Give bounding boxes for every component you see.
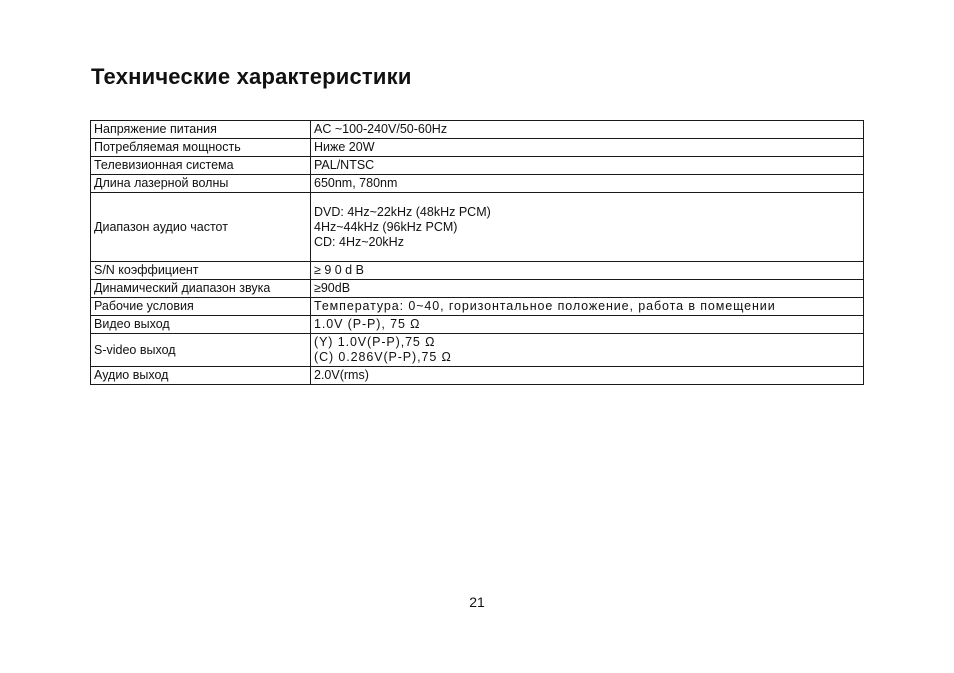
spec-label: Диапазон аудио частот [91,193,311,262]
spec-row-power-consumption [91,139,864,157]
spec-row-svideo-output [91,334,864,367]
spec-value-line: CD: 4Hz~20kHz [314,234,404,249]
page-number: 21 [469,594,485,610]
spec-value: AC ~100-240V/50-60Hz [311,121,864,139]
spec-label: Длина лазерной волны [91,175,311,193]
spec-label: Потребляемая мощность [91,139,311,157]
spec-label: S/N коэффициент [91,262,311,280]
spec-value: 650nm, 780nm [311,175,864,193]
spec-row-power-supply [91,121,864,139]
spec-row-dynamic-range [91,280,864,298]
spec-row-sn-ratio [91,262,864,280]
spec-value-line: (Y) 1.0V(P-P),75 Ω [314,335,436,349]
spec-label: Аудио выход [91,367,311,385]
spec-value: 2.0V(rms) [311,367,864,385]
spec-row-audio-output [91,367,864,385]
spec-row-video-output [91,316,864,334]
spec-row-operating-conditions [91,298,864,316]
spec-value: ≥90dB [311,280,864,298]
spec-value: Ниже 20W [311,139,864,157]
spec-row-audio-frequency [91,193,864,262]
page-title: Технические характеристики [91,64,412,89]
spec-value: 1.0V (P-P), 75 Ω [311,316,864,334]
spec-label: Рабочие условия [91,298,311,316]
spec-table [90,120,864,385]
spec-value: Температура: 0~40, горизонтальное положение, работа в помещении [311,298,864,316]
spec-label: S-video выход [91,334,311,367]
spec-value [311,193,864,262]
spec-value-line: (C) 0.286V(P-P),75 Ω [314,350,452,364]
spec-value: PAL/NTSC [311,157,864,175]
spec-label: Динамический диапазон звука [91,280,311,298]
spec-value-line: DVD: 4Hz~22kHz (48kHz PCM) [314,204,491,219]
spec-value [311,334,864,367]
spec-label: Видео выход [91,316,311,334]
spec-row-laser-wavelength [91,175,864,193]
spec-label: Напряжение питания [91,121,311,139]
spec-row-tv-system [91,157,864,175]
spec-value-line: 4Hz~44kHz (96kHz PCM) [314,219,458,234]
spec-label: Телевизионная система [91,157,311,175]
spec-value: ≥ 9 0 d B [311,262,864,280]
